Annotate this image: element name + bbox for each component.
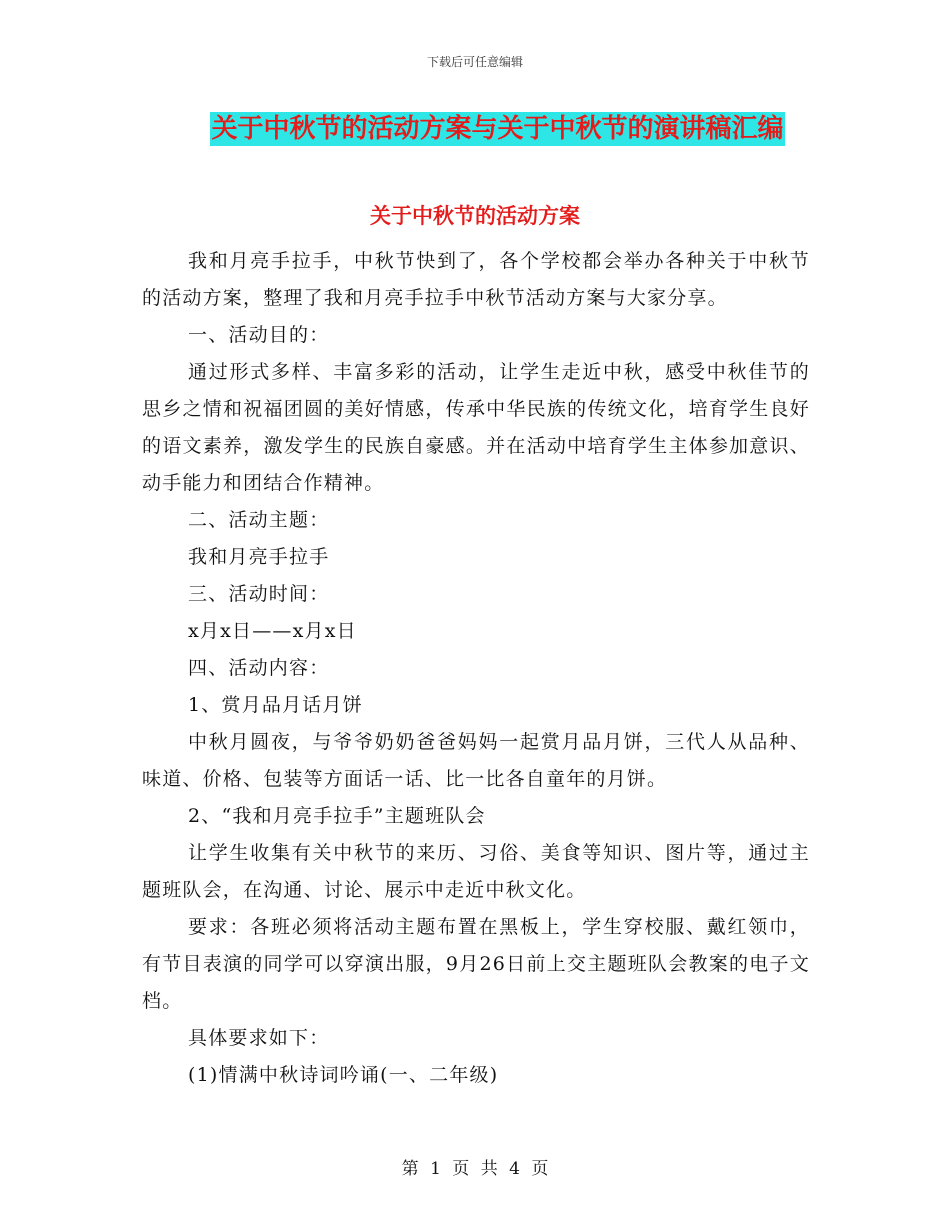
paragraph-details-heading: 具体要求如下： — [188, 1027, 330, 1049]
subheading-item-1: 1、赏月品月话月饼 — [188, 694, 363, 716]
paragraph-item-2: 让学生收集有关中秋节的来历、习俗、美食等知识、图片等，通过主题班队会，在沟通、讨论、展示中走近中秋文化。 — [142, 842, 810, 901]
subheading-item-2: 2、“我和月亮手拉手”主题班队会 — [188, 805, 486, 827]
paragraph-requirements: 要求：各班必须将活动主题布置在黑板上，学生穿校服、戴红领巾，有节目表演的同学可以穿演出服，9月26日前上交主题班队会教案的电子文档。 — [142, 916, 810, 1012]
section-title: 关于中秋节的活动方案 — [370, 204, 580, 228]
page-header-note: 下载后可任意编辑 — [426, 55, 523, 69]
paragraph-item-1: 中秋月圆夜，与爷爷奶奶爸爸妈妈一起赏月品月饼，三代人从品种、味道、价格、包装等方面话一话、比一比各自童年的月饼。 — [142, 731, 810, 790]
heading-purpose: 一、活动目的： — [188, 324, 330, 346]
document-title: 关于中秋节的活动方案与关于中秋节的演讲稿汇编 — [211, 114, 784, 144]
document-title-container — [0, 112, 950, 146]
heading-content: 四、活动内容： — [188, 657, 330, 679]
heading-time: 三、活动时间： — [188, 583, 330, 605]
paragraph-intro: 我和月亮手拉手，中秋节快到了，各个学校都会举办各种关于中秋节的活动方案，整理了我和月亮手拉手中秋节活动方案与大家分享。 — [142, 250, 810, 309]
page-footer: 第 1 页 共 4 页 — [401, 1159, 549, 1179]
paragraph-purpose: 通过形式多样、丰富多彩的活动，让学生走近中秋，感受中秋佳节的思乡之情和祝福团圆的美好情感，传承中华民族的传统文化，培育学生良好的语文素养，激发学生的民族自豪感。并在活动中培育学生主体参加意识、动手能力和团结合作精神。 — [142, 361, 810, 494]
paragraph-theme: 我和月亮手拉手 — [188, 546, 330, 568]
paragraph-detail-1: (1)情满中秋诗词吟诵(一、二年级) — [188, 1064, 499, 1086]
document-body — [142, 243, 810, 1094]
heading-theme: 二、活动主题： — [188, 509, 330, 531]
paragraph-time: x月x日——x月x日 — [188, 620, 357, 642]
